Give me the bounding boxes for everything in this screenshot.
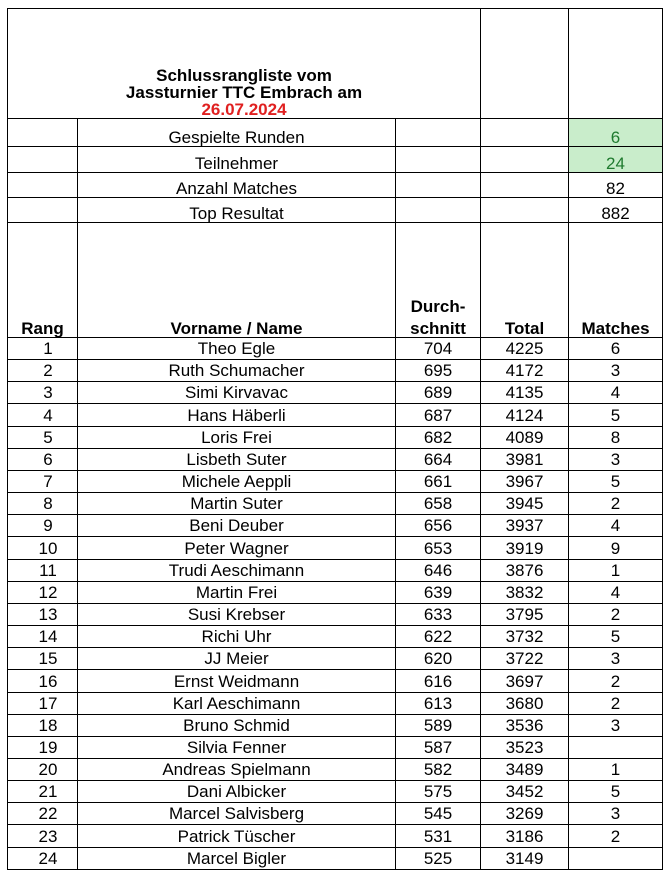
total-cell: 3945 (481, 493, 569, 515)
rank-cell: 17 (8, 692, 78, 714)
table-row (8, 758, 663, 780)
player-name-cell: Martin Suter (78, 493, 396, 515)
sheet-title (8, 9, 481, 119)
rank-cell: 2 (8, 360, 78, 382)
player-name-cell: Peter Wagner (78, 537, 396, 559)
summary-empty-cell (481, 147, 569, 173)
average-cell: 531 (396, 825, 481, 847)
rank-cell: 12 (8, 581, 78, 603)
table-row (8, 515, 663, 537)
summary-row (8, 119, 663, 147)
total-cell: 3536 (481, 714, 569, 736)
col-header-average (396, 223, 481, 338)
player-name-cell: Bruno Schmid (78, 714, 396, 736)
matches-cell: 5 (569, 470, 663, 492)
player-name-cell: Trudi Aeschimann (78, 559, 396, 581)
average-cell: 658 (396, 493, 481, 515)
player-name-cell: Lisbeth Suter (78, 448, 396, 470)
player-name-cell: Theo Egle (78, 338, 396, 360)
player-name-cell: Richi Uhr (78, 626, 396, 648)
player-name-cell: Beni Deuber (78, 515, 396, 537)
average-cell: 613 (396, 692, 481, 714)
matches-cell: 2 (569, 692, 663, 714)
average-cell: 639 (396, 581, 481, 603)
col-header-matches: Matches (569, 223, 663, 338)
total-cell: 3722 (481, 648, 569, 670)
average-cell: 582 (396, 758, 481, 780)
table-row (8, 825, 663, 847)
total-cell: 3919 (481, 537, 569, 559)
total-cell: 4089 (481, 426, 569, 448)
summary-label: Teilnehmer (78, 147, 396, 173)
rank-cell: 8 (8, 493, 78, 515)
rank-cell: 18 (8, 714, 78, 736)
rank-cell: 22 (8, 803, 78, 825)
table-row (8, 603, 663, 625)
matches-cell: 6 (569, 338, 663, 360)
rank-cell: 24 (8, 847, 78, 869)
title-line-1: Schlussrangliste vom (156, 66, 332, 85)
player-name-cell: Andreas Spielmann (78, 758, 396, 780)
rank-cell: 7 (8, 470, 78, 492)
player-name-cell: Martin Frei (78, 581, 396, 603)
total-cell: 3937 (481, 515, 569, 537)
matches-cell: 3 (569, 360, 663, 382)
ranking-sheet (7, 8, 663, 870)
table-row (8, 493, 663, 515)
matches-cell: 9 (569, 537, 663, 559)
summary-empty-cell (396, 173, 481, 198)
matches-cell: 2 (569, 603, 663, 625)
rank-cell: 9 (8, 515, 78, 537)
player-name-cell: Simi Kirvavac (78, 382, 396, 404)
rank-cell: 19 (8, 736, 78, 758)
summary-empty-cell (481, 198, 569, 223)
player-name-cell: Marcel Bigler (78, 847, 396, 869)
average-cell: 622 (396, 626, 481, 648)
average-cell: 587 (396, 736, 481, 758)
matches-cell: 4 (569, 382, 663, 404)
total-cell: 4135 (481, 382, 569, 404)
total-cell: 3489 (481, 758, 569, 780)
total-cell: 3795 (481, 603, 569, 625)
summary-value: 24 (569, 147, 663, 173)
matches-cell: 4 (569, 581, 663, 603)
rank-cell: 10 (8, 537, 78, 559)
summary-empty-cell (481, 119, 569, 147)
matches-cell: 5 (569, 404, 663, 426)
matches-cell: 1 (569, 559, 663, 581)
player-name-cell: Dani Albicker (78, 781, 396, 803)
summary-row (8, 198, 663, 223)
table-row (8, 404, 663, 426)
summary-empty-cell (481, 173, 569, 198)
total-cell: 3697 (481, 670, 569, 692)
average-cell: 653 (396, 537, 481, 559)
matches-cell: 3 (569, 648, 663, 670)
table-row (8, 803, 663, 825)
col-header-name: Vorname / Name (78, 223, 396, 338)
matches-cell: 5 (569, 781, 663, 803)
table-row (8, 736, 663, 758)
table-row (8, 470, 663, 492)
col-header-average-line-1: Durch- (410, 297, 466, 316)
table-row (8, 559, 663, 581)
rank-cell: 4 (8, 404, 78, 426)
matches-cell: 3 (569, 448, 663, 470)
total-cell: 4172 (481, 360, 569, 382)
title-line-2: Jassturnier TTC Embrach am (125, 83, 363, 102)
matches-cell: 2 (569, 825, 663, 847)
table-row (8, 581, 663, 603)
summary-empty-cell (8, 119, 78, 147)
table-row (8, 670, 663, 692)
player-name-cell: Susi Krebser (78, 603, 396, 625)
matches-cell: 2 (569, 670, 663, 692)
title-empty-cell (481, 9, 569, 119)
rank-cell: 6 (8, 448, 78, 470)
title-date: 26.07.2024 (201, 100, 287, 119)
table-row (8, 626, 663, 648)
average-cell: 664 (396, 448, 481, 470)
total-cell: 3981 (481, 448, 569, 470)
table-row (8, 426, 663, 448)
rank-cell: 13 (8, 603, 78, 625)
rank-cell: 3 (8, 382, 78, 404)
col-header-total: Total (481, 223, 569, 338)
total-cell: 4225 (481, 338, 569, 360)
average-cell: 704 (396, 338, 481, 360)
table-row (8, 338, 663, 360)
col-header-average-line-2: schnitt (410, 319, 466, 338)
average-cell: 589 (396, 714, 481, 736)
summary-empty-cell (396, 198, 481, 223)
summary-value: 6 (569, 119, 663, 147)
player-name-cell: Marcel Salvisberg (78, 803, 396, 825)
total-cell: 3269 (481, 803, 569, 825)
rank-cell: 23 (8, 825, 78, 847)
summary-row (8, 173, 663, 198)
matches-cell: 1 (569, 758, 663, 780)
rank-cell: 11 (8, 559, 78, 581)
summary-row (8, 147, 663, 173)
summary-empty-cell (396, 147, 481, 173)
table-row (8, 537, 663, 559)
rank-cell: 15 (8, 648, 78, 670)
total-cell: 3186 (481, 825, 569, 847)
total-cell: 3523 (481, 736, 569, 758)
table-row (8, 360, 663, 382)
average-cell: 687 (396, 404, 481, 426)
summary-empty-cell (8, 198, 78, 223)
total-cell: 4124 (481, 404, 569, 426)
average-cell: 646 (396, 559, 481, 581)
average-cell: 620 (396, 648, 481, 670)
matches-cell: 2 (569, 493, 663, 515)
summary-empty-cell (8, 173, 78, 198)
player-name-cell: Loris Frei (78, 426, 396, 448)
matches-cell (569, 847, 663, 869)
matches-cell: 3 (569, 803, 663, 825)
summary-empty-cell (396, 119, 481, 147)
average-cell: 575 (396, 781, 481, 803)
table-row (8, 781, 663, 803)
matches-cell: 8 (569, 426, 663, 448)
rank-cell: 5 (8, 426, 78, 448)
table-row (8, 382, 663, 404)
matches-cell (569, 736, 663, 758)
total-cell: 3732 (481, 626, 569, 648)
rank-cell: 16 (8, 670, 78, 692)
player-name-cell: Hans Häberli (78, 404, 396, 426)
total-cell: 3680 (481, 692, 569, 714)
average-cell: 616 (396, 670, 481, 692)
matches-cell: 3 (569, 714, 663, 736)
col-header-rank: Rang (8, 223, 78, 338)
total-cell: 3876 (481, 559, 569, 581)
table-row (8, 847, 663, 869)
player-name-cell: Ruth Schumacher (78, 360, 396, 382)
average-cell: 689 (396, 382, 481, 404)
player-name-cell: Silvia Fenner (78, 736, 396, 758)
total-cell: 3452 (481, 781, 569, 803)
summary-label: Anzahl Matches (78, 173, 396, 198)
rank-cell: 1 (8, 338, 78, 360)
average-cell: 525 (396, 847, 481, 869)
title-row (8, 9, 663, 119)
average-cell: 695 (396, 360, 481, 382)
player-name-cell: JJ Meier (78, 648, 396, 670)
player-name-cell: Michele Aeppli (78, 470, 396, 492)
summary-empty-cell (8, 147, 78, 173)
average-cell: 545 (396, 803, 481, 825)
table-row (8, 714, 663, 736)
rank-cell: 14 (8, 626, 78, 648)
matches-cell: 5 (569, 626, 663, 648)
matches-cell: 4 (569, 515, 663, 537)
summary-value: 82 (569, 173, 663, 198)
player-name-cell: Patrick Tüscher (78, 825, 396, 847)
table-row (8, 448, 663, 470)
total-cell: 3967 (481, 470, 569, 492)
total-cell: 3149 (481, 847, 569, 869)
rank-cell: 20 (8, 758, 78, 780)
summary-value: 882 (569, 198, 663, 223)
average-cell: 633 (396, 603, 481, 625)
summary-label: Top Resultat (78, 198, 396, 223)
rank-cell: 21 (8, 781, 78, 803)
title-empty-cell (569, 9, 663, 119)
player-name-cell: Karl Aeschimann (78, 692, 396, 714)
total-cell: 3832 (481, 581, 569, 603)
table-row (8, 648, 663, 670)
summary-label: Gespielte Runden (78, 119, 396, 147)
table-row (8, 692, 663, 714)
column-header-row (8, 223, 663, 338)
average-cell: 682 (396, 426, 481, 448)
player-name-cell: Ernst Weidmann (78, 670, 396, 692)
average-cell: 656 (396, 515, 481, 537)
average-cell: 661 (396, 470, 481, 492)
